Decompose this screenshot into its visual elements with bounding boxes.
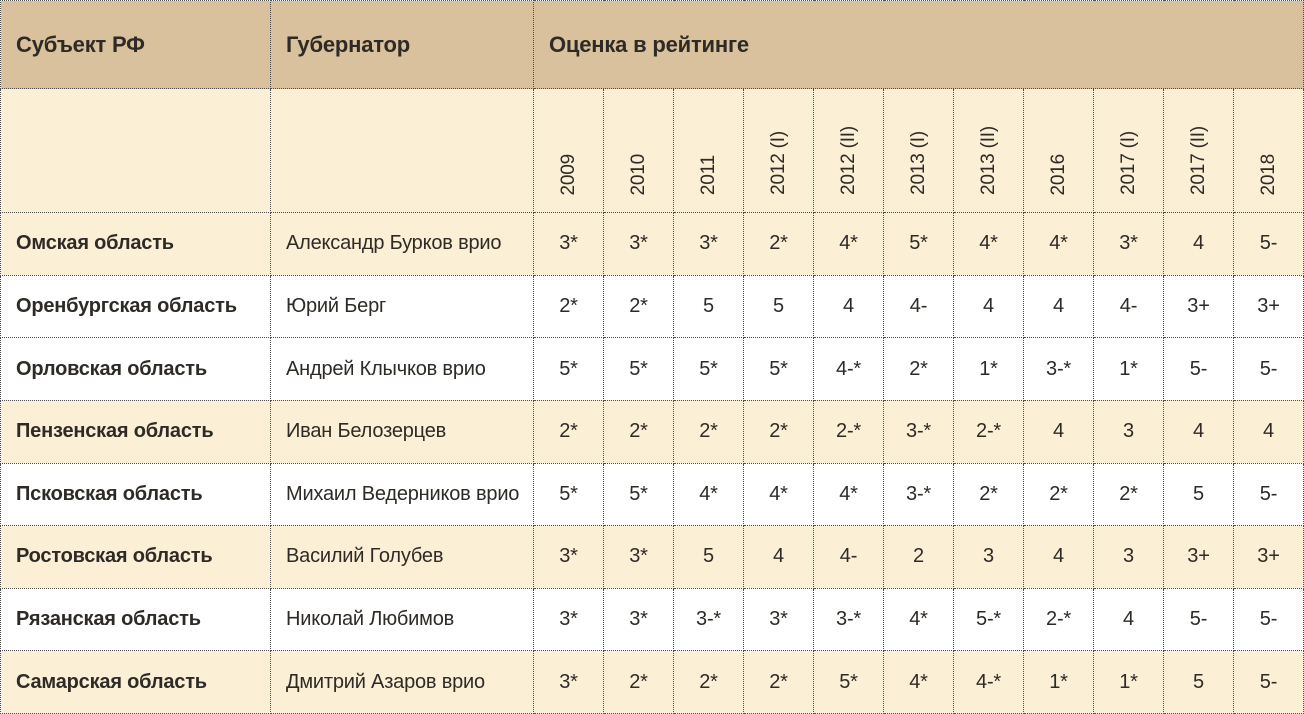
year-column-header [884, 89, 954, 213]
rating-cell: 2* [604, 400, 674, 463]
rating-cell: 5 [1164, 651, 1234, 714]
rating-cell: 3* [744, 588, 814, 651]
rating-cell: 3 [954, 526, 1024, 589]
rating-cell: 5- [1234, 463, 1304, 526]
rating-cell: 3-* [1024, 338, 1094, 401]
rating-cell: 5- [1234, 588, 1304, 651]
rating-cell: 5 [674, 275, 744, 338]
governor-cell: Александр Бурков врио [271, 213, 534, 276]
rating-cell: 5* [604, 463, 674, 526]
year-column-header [1024, 89, 1094, 213]
rating-cell: 1* [1094, 338, 1164, 401]
year-label: 2017 (II) [1188, 126, 1209, 195]
rating-cell: 4* [814, 463, 884, 526]
rating-cell: 5 [1164, 463, 1234, 526]
rating-cell: 3+ [1234, 275, 1304, 338]
rating-cell: 5* [604, 338, 674, 401]
rating-cell: 3* [534, 526, 604, 589]
rating-cell: 4* [1024, 213, 1094, 276]
rating-cell: 1* [1094, 651, 1164, 714]
rating-cell: 1* [1024, 651, 1094, 714]
rating-cell: 4 [1024, 400, 1094, 463]
rating-cell: 4 [1234, 400, 1304, 463]
rating-cell: 5* [534, 463, 604, 526]
table-row [1, 463, 1304, 526]
rating-cell: 2* [604, 651, 674, 714]
rating-cell: 2 [884, 526, 954, 589]
year-column-header [604, 89, 674, 213]
rating-cell: 3* [604, 588, 674, 651]
rating-cell: 5- [1164, 588, 1234, 651]
region-cell: Пензенская область [1, 400, 271, 463]
rating-cell: 4- [884, 275, 954, 338]
rating-cell: 3-* [884, 463, 954, 526]
year-label: 2012 (I) [768, 131, 789, 195]
year-label: 2011 [698, 154, 719, 195]
region-cell: Самарская область [1, 651, 271, 714]
year-label: 2009 [558, 153, 579, 195]
rating-cell: 4-* [814, 338, 884, 401]
year-column-header [1234, 89, 1304, 213]
rating-cell: 2* [1024, 463, 1094, 526]
rating-cell: 4 [954, 275, 1024, 338]
rating-cell: 5* [884, 213, 954, 276]
rating-cell: 3-* [814, 588, 884, 651]
rating-cell: 4 [1024, 275, 1094, 338]
governor-cell: Андрей Клычков врио [271, 338, 534, 401]
rating-cell: 4 [1094, 588, 1164, 651]
year-label: 2012 (II) [838, 126, 859, 195]
rating-cell: 4* [954, 213, 1024, 276]
rating-cell: 4* [884, 588, 954, 651]
rating-cell: 5* [744, 338, 814, 401]
year-column-header [534, 89, 604, 213]
year-column-header [744, 89, 814, 213]
rating-cell: 2-* [1024, 588, 1094, 651]
rating-cell: 3* [604, 213, 674, 276]
rating-cell: 2* [744, 651, 814, 714]
empty-header-cell-governor [271, 89, 534, 213]
governor-cell: Иван Белозерцев [271, 400, 534, 463]
rating-cell: 4* [884, 651, 954, 714]
governor-column-header: Губернатор [271, 1, 534, 89]
year-column-header [1094, 89, 1164, 213]
rating-cell: 3* [534, 651, 604, 714]
table-row [1, 338, 1304, 401]
rating-cell: 4* [744, 463, 814, 526]
table-body [1, 213, 1304, 714]
rating-cell: 4- [1094, 275, 1164, 338]
rating-cell: 5- [1234, 213, 1304, 276]
rating-cell: 2* [1094, 463, 1164, 526]
rating-cell: 5* [814, 651, 884, 714]
rating-cell: 4- [814, 526, 884, 589]
rating-cell: 2* [604, 275, 674, 338]
rating-cell: 3+ [1164, 526, 1234, 589]
table-row [1, 400, 1304, 463]
rating-cell: 3+ [1164, 275, 1234, 338]
region-cell: Омская область [1, 213, 271, 276]
rating-cell: 4 [1164, 213, 1234, 276]
rating-cell: 1* [954, 338, 1024, 401]
rating-cell: 3* [1094, 213, 1164, 276]
year-header-row [1, 89, 1304, 213]
year-label: 2013 (II) [978, 126, 999, 195]
rating-group-header: Оценка в рейтинге [534, 1, 1304, 89]
governor-cell: Николай Любимов [271, 588, 534, 651]
table-row [1, 588, 1304, 651]
year-label: 2016 [1048, 153, 1069, 195]
rating-cell: 2-* [814, 400, 884, 463]
rating-cell: 5-* [954, 588, 1024, 651]
governor-cell: Юрий Берг [271, 275, 534, 338]
rating-cell: 4* [814, 213, 884, 276]
rating-cell: 3 [1094, 400, 1164, 463]
year-column-header [814, 89, 884, 213]
rating-cell: 2* [674, 400, 744, 463]
region-cell: Рязанская область [1, 588, 271, 651]
year-column-header [674, 89, 744, 213]
rating-cell: 2* [744, 400, 814, 463]
rating-cell: 5 [674, 526, 744, 589]
rating-cell: 2* [534, 400, 604, 463]
rating-cell: 3-* [884, 400, 954, 463]
year-label: 2018 [1258, 153, 1279, 195]
rating-cell: 5- [1234, 651, 1304, 714]
rating-cell: 3* [604, 526, 674, 589]
rating-cell: 4 [814, 275, 884, 338]
region-column-header: Субъект РФ [1, 1, 271, 89]
rating-cell: 3+ [1234, 526, 1304, 589]
rating-cell: 4-* [954, 651, 1024, 714]
year-label: 2010 [628, 153, 649, 195]
governor-cell: Михаил Ведерников врио [271, 463, 534, 526]
region-cell: Псковская область [1, 463, 271, 526]
main-header-row [1, 1, 1304, 89]
rating-cell: 2* [744, 213, 814, 276]
rating-cell: 2* [954, 463, 1024, 526]
rating-cell: 3* [534, 588, 604, 651]
governor-cell: Василий Голубев [271, 526, 534, 589]
region-cell: Ростовская область [1, 526, 271, 589]
year-label: 2013 (I) [908, 131, 929, 195]
rating-cell: 4 [1024, 526, 1094, 589]
rating-cell: 5- [1234, 338, 1304, 401]
rating-cell: 2* [884, 338, 954, 401]
year-column-header [954, 89, 1024, 213]
rating-cell: 3* [674, 213, 744, 276]
rating-cell: 3* [534, 213, 604, 276]
rating-cell: 5* [674, 338, 744, 401]
table-row [1, 213, 1304, 276]
year-column-header [1164, 89, 1234, 213]
rating-cell: 2* [534, 275, 604, 338]
table-row [1, 526, 1304, 589]
empty-header-cell-region [1, 89, 271, 213]
governor-cell: Дмитрий Азаров врио [271, 651, 534, 714]
rating-cell: 4 [1164, 400, 1234, 463]
rating-cell: 2-* [954, 400, 1024, 463]
table-row [1, 651, 1304, 714]
rating-cell: 5- [1164, 338, 1234, 401]
region-cell: Оренбургская область [1, 275, 271, 338]
rating-cell: 5* [534, 338, 604, 401]
rating-cell: 4* [674, 463, 744, 526]
rating-cell: 2* [674, 651, 744, 714]
rating-cell: 4 [744, 526, 814, 589]
rating-cell: 3-* [674, 588, 744, 651]
rating-cell: 3 [1094, 526, 1164, 589]
region-cell: Орловская область [1, 338, 271, 401]
rating-cell: 5 [744, 275, 814, 338]
table-row [1, 275, 1304, 338]
year-label: 2017 (I) [1118, 131, 1139, 195]
